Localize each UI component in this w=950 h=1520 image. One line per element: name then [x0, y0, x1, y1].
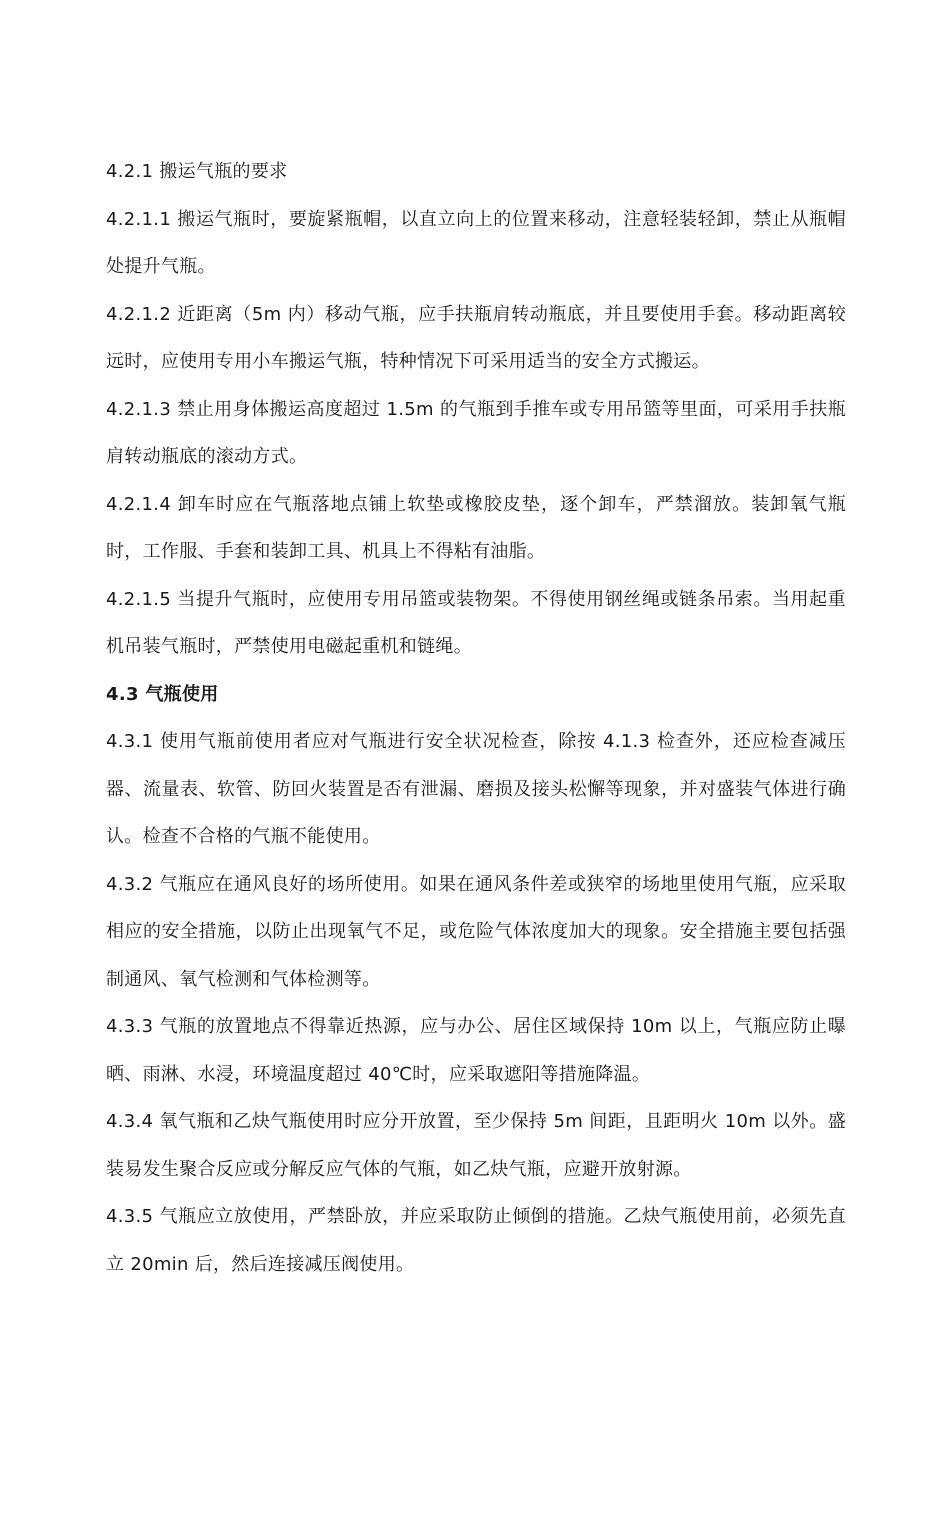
document-page — [106, 148, 846, 1288]
clause-4-2-1-3: 4.2.1.3 禁止用身体搬运高度超过 1.5m 的气瓶到手推车或专用吊篮等里面，可采用手扶瓶肩转动瓶底的滚动方式。 — [106, 398, 846, 467]
clause-4-2-1-1: 4.2.1.1 搬运气瓶时，要旋紧瓶帽，以直立向上的位置来移动，注意轻装轻卸，禁止从瓶帽处提升气瓶。 — [106, 208, 846, 277]
clause-4-3-3: 4.3.3 气瓶的放置地点不得靠近热源，应与办公、居住区域保持 10m 以上，气瓶应防止曝晒、雨淋、水浸，环境温度超过 40℃时，应采取遮阳等措施降温。 — [106, 1016, 846, 1085]
section-heading-4-2-1: 4.2.1 搬运气瓶的要求 — [106, 161, 288, 182]
clause-4-2-1-4: 4.2.1.4 卸车时应在气瓶落地点铺上软垫或橡胶皮垫，逐个卸车，严禁溜放。装卸氧气瓶时，工作服、手套和装卸工具、机具上不得粘有油脂。 — [106, 493, 846, 562]
clause-4-3-5: 4.3.5 气瓶应立放使用，严禁卧放，并应采取防止倾倒的措施。乙炔气瓶使用前，必须先直立 20min 后，然后连接减压阀使用。 — [106, 1206, 846, 1275]
clause-4-2-1-2: 4.2.1.2 近距离（5m 内）移动气瓶，应手扶瓶肩转动瓶底，并且要使用手套。移动距离较远时，应使用专用小车搬运气瓶，特种情况下可采用适当的安全方式搬运。 — [106, 303, 846, 372]
clause-4-3-2: 4.3.2 气瓶应在通风良好的场所使用。如果在通风条件差或狭窄的场地里使用气瓶，应采取相应的安全措施，以防止出现氧气不足，或危险气体浓度加大的现象。安全措施主要包括强制通风、氧气检测和气体检测等。 — [106, 873, 846, 990]
clause-4-2-1-5: 4.2.1.5 当提升气瓶时，应使用专用吊篮或装物架。不得使用钢丝绳或链条吊索。当用起重机吊装气瓶时，严禁使用电磁起重机和链绳。 — [106, 588, 846, 657]
section-heading-4-3: 4.3 气瓶使用 — [106, 683, 219, 705]
clause-4-3-4: 4.3.4 氧气瓶和乙炔气瓶使用时应分开放置，至少保持 5m 间距，且距明火 10m 以外。盛装易发生聚合反应或分解反应气体的气瓶，如乙炔气瓶，应避开放射源。 — [106, 1111, 846, 1180]
clause-4-3-1: 4.3.1 使用气瓶前使用者应对气瓶进行安全状况检查，除按 4.1.3 检查外，还应检查减压器、流量表、软管、防回火装置是否有泄漏、磨损及接头松懈等现象，并对盛装气体进行确认。检查不合格的气瓶不能使用。 — [106, 731, 846, 847]
